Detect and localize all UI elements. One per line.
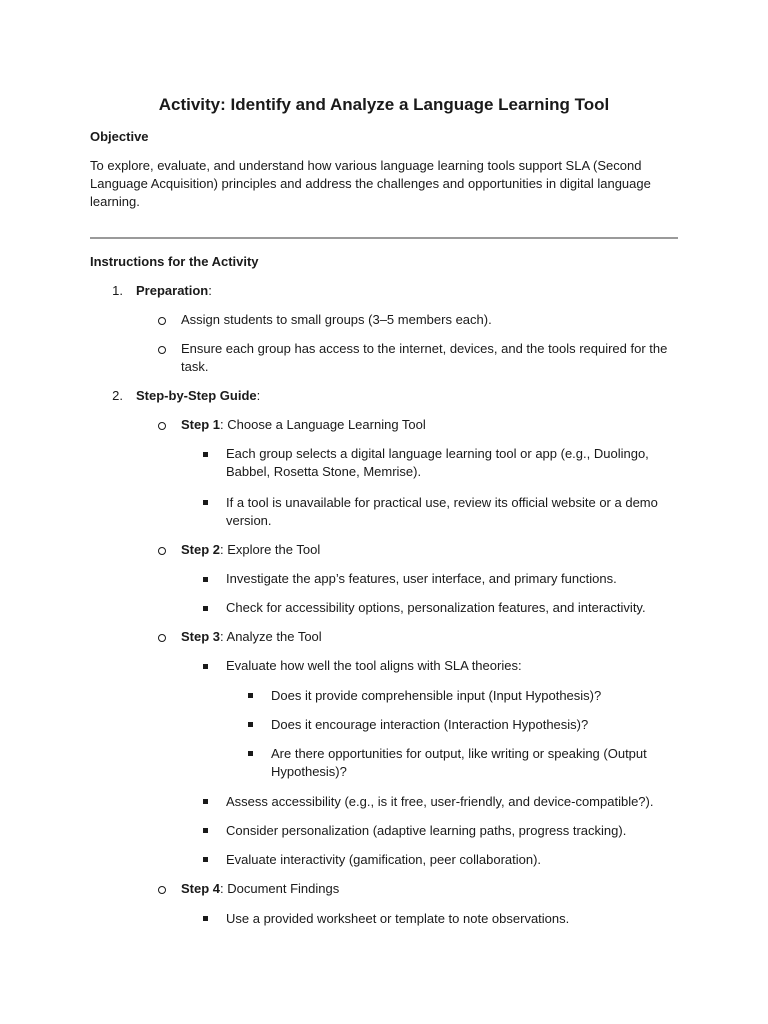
- list-item-preparation: [136, 282, 212, 300]
- list-item: If a tool is unavailable for practical use, review its official website or a demo version.: [226, 495, 658, 528]
- hollow-bullet-icon: [158, 346, 166, 354]
- list-item-step-by-step-guide: [136, 387, 260, 405]
- list-item-label: Preparation: [136, 283, 209, 298]
- page-title: Activity: Identify and Analyze a Language Learning Tool: [158, 95, 610, 114]
- list-item-label: Step-by-Step Guide: [136, 388, 257, 403]
- square-bullet-icon: [203, 606, 208, 611]
- step-text: : Explore the Tool: [220, 542, 321, 557]
- horizontal-rule: [90, 237, 678, 239]
- step-label: Step 4: [181, 881, 221, 896]
- square-bullet-icon: [203, 799, 208, 804]
- square-bullet-icon: [203, 857, 208, 862]
- objective-heading: Objective: [90, 129, 149, 144]
- instructions-heading: Instructions for the Activity: [90, 254, 259, 269]
- square-bullet-icon: [203, 500, 208, 505]
- list-item-suffix: :: [208, 283, 212, 298]
- list-item-suffix: :: [256, 388, 261, 403]
- step-text: : Analyze the Tool: [220, 629, 322, 644]
- square-bullet-icon: [248, 693, 253, 698]
- hollow-bullet-icon: [158, 634, 166, 642]
- hollow-bullet-icon: [158, 547, 166, 555]
- list-item: Investigate the app’s features, user interface, and primary functions.: [226, 571, 617, 586]
- square-bullet-icon: [203, 828, 208, 833]
- hollow-bullet-icon: [158, 422, 166, 430]
- hollow-bullet-icon: [158, 317, 166, 325]
- hollow-bullet-icon: [158, 886, 166, 894]
- step-text: : Choose a Language Learning Tool: [220, 417, 426, 432]
- step-3-heading: [181, 628, 322, 646]
- list-item: Are there opportunities for output, like writing or speaking (Output Hypothesis)?: [271, 746, 647, 779]
- square-bullet-icon: [248, 722, 253, 727]
- step-text: : Document Findings: [220, 881, 340, 896]
- list-number-1: 1.: [112, 283, 123, 298]
- list-item: Ensure each group has access to the internet, devices, and the tools required for the task.: [181, 341, 668, 374]
- step-label: Step 1: [181, 417, 221, 432]
- list-item: Check for accessibility options, personalization features, and interactivity.: [226, 600, 646, 615]
- square-bullet-icon: [203, 452, 208, 457]
- step-label: Step 3: [181, 629, 221, 644]
- square-bullet-icon: [203, 577, 208, 582]
- square-bullet-icon: [203, 664, 208, 669]
- step-label: Step 2: [181, 542, 221, 557]
- list-item: Assess accessibility (e.g., is it free, user-friendly, and device-compatible?).: [226, 794, 654, 809]
- list-item: Evaluate how well the tool aligns with SLA theories:: [226, 658, 522, 673]
- list-item: Use a provided worksheet or template to note observations.: [226, 911, 570, 926]
- list-item: Assign students to small groups (3–5 members each).: [181, 312, 492, 327]
- square-bullet-icon: [203, 916, 208, 921]
- step-4-heading: [181, 880, 339, 898]
- list-item: Evaluate interactivity (gamification, peer collaboration).: [226, 852, 542, 867]
- step-2-heading: [181, 541, 320, 559]
- list-item: Each group selects a digital language learning tool or app (e.g., Duolingo, Babbel, Rosetta Stone, Memrise).: [226, 446, 649, 479]
- step-1-heading: [181, 416, 426, 434]
- objective-text: To explore, evaluate, and understand how various language learning tools support SLA (Second Language Acquisition) principles and address the challenges and opportunities in digital language learning.: [90, 158, 651, 209]
- list-item: Does it encourage interaction (Interaction Hypothesis)?: [271, 717, 589, 732]
- list-number-2: 2.: [112, 388, 123, 403]
- list-item: Does it provide comprehensible input (Input Hypothesis)?: [271, 688, 602, 703]
- square-bullet-icon: [248, 751, 253, 756]
- list-item: Consider personalization (adaptive learning paths, progress tracking).: [226, 823, 627, 838]
